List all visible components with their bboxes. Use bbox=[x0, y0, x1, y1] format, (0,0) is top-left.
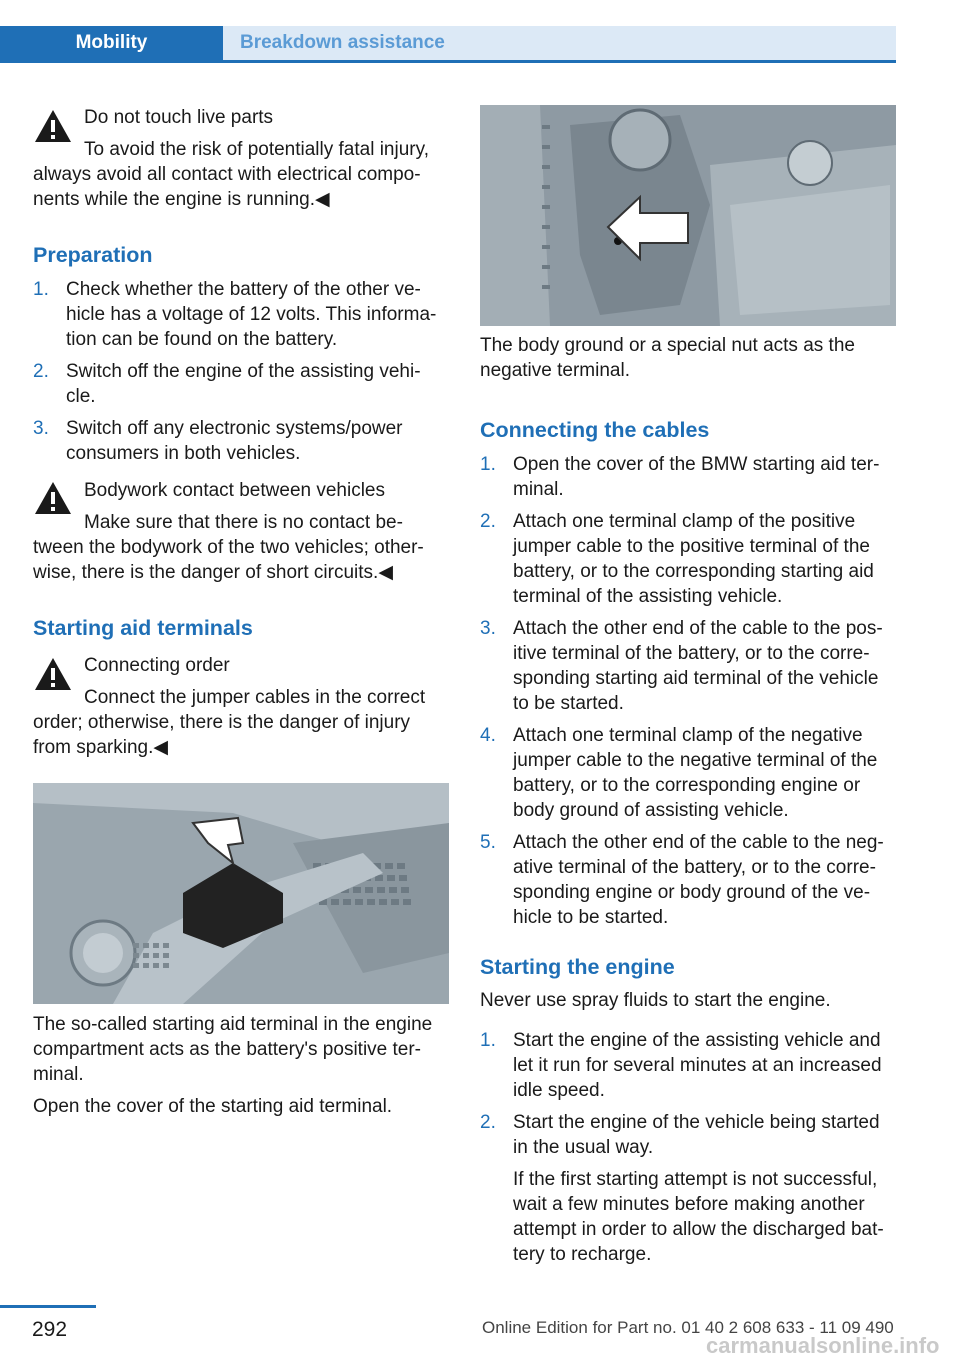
step-text: Switch off any electronic systems/power bbox=[66, 418, 403, 439]
warning-text-line: from sparking.◀ bbox=[33, 737, 168, 758]
step-number: 3. bbox=[480, 618, 496, 639]
heading-preparation: Preparation bbox=[33, 243, 153, 267]
step-text: sponding starting aid terminal of the vehicle bbox=[513, 668, 879, 689]
step-number: 2. bbox=[33, 361, 49, 382]
body-text-line: Open the cover of the starting aid terminal. bbox=[33, 1096, 393, 1117]
footer-edition: Online Edition for Part no. 01 40 2 608 633 - 11 09 490 bbox=[482, 1318, 894, 1337]
warning-text-line: order; otherwise, there is the danger of injury bbox=[33, 712, 411, 733]
step-text: let it run for several minutes at an increased bbox=[513, 1055, 882, 1076]
engine-compartment-negative-terminal-photo bbox=[480, 105, 896, 326]
body-text-line: minal. bbox=[33, 1064, 84, 1085]
step-text: Attach the other end of the cable to the neg- bbox=[513, 832, 884, 853]
body-text-line: The body ground or a special nut acts as the bbox=[480, 335, 855, 356]
section-tab-breakdown-assistance[interactable]: Breakdown assistance bbox=[223, 26, 896, 60]
body-text-line: The so-called starting aid terminal in the engine bbox=[33, 1014, 433, 1035]
step-text: Switch off the engine of the assisting vehi- bbox=[66, 361, 421, 382]
step-text: Start the engine of the assisting vehicle and bbox=[513, 1030, 881, 1051]
header-divider bbox=[0, 60, 896, 63]
warning-title: Bodywork contact between vehicles bbox=[84, 480, 385, 501]
engine-compartment-positive-terminal-photo bbox=[33, 783, 449, 1004]
step-text: Start the engine of the vehicle being started bbox=[513, 1112, 880, 1133]
step-text: Check whether the battery of the other ve- bbox=[66, 279, 421, 300]
step-text: battery, or to the corresponding starting aid bbox=[513, 561, 874, 582]
warning-text-line: nents while the engine is running.◀ bbox=[33, 189, 330, 210]
step-text: jumper cable to the positive terminal of the bbox=[513, 536, 870, 557]
step-note: attempt in order to allow the discharged bat- bbox=[513, 1219, 884, 1240]
step-text: idle speed. bbox=[513, 1080, 605, 1101]
warning-text-line: Make sure that there is no contact be- bbox=[84, 512, 403, 533]
warning-text-line: wise, there is the danger of short circuits.◀ bbox=[33, 562, 393, 583]
step-text: Attach the other end of the cable to the pos- bbox=[513, 618, 883, 639]
step-text: battery, or to the corresponding engine or bbox=[513, 775, 861, 796]
step-number: 4. bbox=[480, 725, 496, 746]
step-note: tery to recharge. bbox=[513, 1244, 652, 1265]
step-text: itive terminal of the battery, or to the corre- bbox=[513, 643, 870, 664]
step-text: tion can be found on the battery. bbox=[66, 329, 338, 350]
step-note: If the first starting attempt is not successful, bbox=[513, 1169, 878, 1190]
warning-title: Connecting order bbox=[84, 655, 230, 676]
warning-triangle-icon bbox=[33, 480, 73, 516]
page-header bbox=[0, 0, 960, 62]
warning-text-line: To avoid the risk of potentially fatal injury, bbox=[84, 139, 429, 160]
step-text: terminal of the assisting vehicle. bbox=[513, 586, 783, 607]
page-number: 292 bbox=[32, 1318, 68, 1341]
step-text: ative terminal of the battery, or to the corre- bbox=[513, 857, 876, 878]
step-text: Attach one terminal clamp of the negative bbox=[513, 725, 863, 746]
body-text-line: compartment acts as the battery's positive ter- bbox=[33, 1039, 422, 1060]
step-number: 2. bbox=[480, 511, 496, 532]
warning-text-line: tween the bodywork of the two vehicles; other- bbox=[33, 537, 424, 558]
heading-starting-the-engine: Starting the engine bbox=[480, 955, 675, 979]
step-text: to be started. bbox=[513, 693, 624, 714]
section-tab-mobility[interactable]: Mobility bbox=[0, 26, 223, 60]
step-text: cle. bbox=[66, 386, 96, 407]
heading-connecting-the-cables: Connecting the cables bbox=[480, 418, 710, 442]
body-text-line: negative terminal. bbox=[480, 360, 630, 381]
footer-divider bbox=[0, 1305, 96, 1308]
step-number: 5. bbox=[480, 832, 496, 853]
warning-triangle-icon bbox=[33, 108, 73, 144]
step-text: hicle has a voltage of 12 volts. This informa- bbox=[66, 304, 437, 325]
step-text: consumers in both vehicles. bbox=[66, 443, 301, 464]
step-text: in the usual way. bbox=[513, 1137, 654, 1158]
step-number: 2. bbox=[480, 1112, 496, 1133]
step-number: 1. bbox=[33, 279, 49, 300]
body-text-line: Never use spray fluids to start the engine. bbox=[480, 990, 831, 1011]
watermark: carmanualsonline.info bbox=[706, 1333, 940, 1358]
step-text: body ground of assisting vehicle. bbox=[513, 800, 789, 821]
warning-text-line: Connect the jumper cables in the correct bbox=[84, 687, 426, 708]
step-text: Attach one terminal clamp of the positive bbox=[513, 511, 856, 532]
step-text: minal. bbox=[513, 479, 564, 500]
step-text: Open the cover of the BMW starting aid ter- bbox=[513, 454, 880, 475]
warning-text-line: always avoid all contact with electrical compo- bbox=[33, 164, 421, 185]
warning-title: Do not touch live parts bbox=[84, 107, 274, 128]
step-text: hicle to be started. bbox=[513, 907, 669, 928]
step-number: 1. bbox=[480, 454, 496, 475]
step-text: jumper cable to the negative terminal of the bbox=[513, 750, 878, 771]
heading-starting-aid-terminals: Starting aid terminals bbox=[33, 616, 253, 640]
step-text: sponding engine or body ground of the ve- bbox=[513, 882, 871, 903]
warning-triangle-icon bbox=[33, 656, 73, 692]
step-number: 1. bbox=[480, 1030, 496, 1051]
step-note: wait a few minutes before making another bbox=[513, 1194, 865, 1215]
step-number: 3. bbox=[33, 418, 49, 439]
